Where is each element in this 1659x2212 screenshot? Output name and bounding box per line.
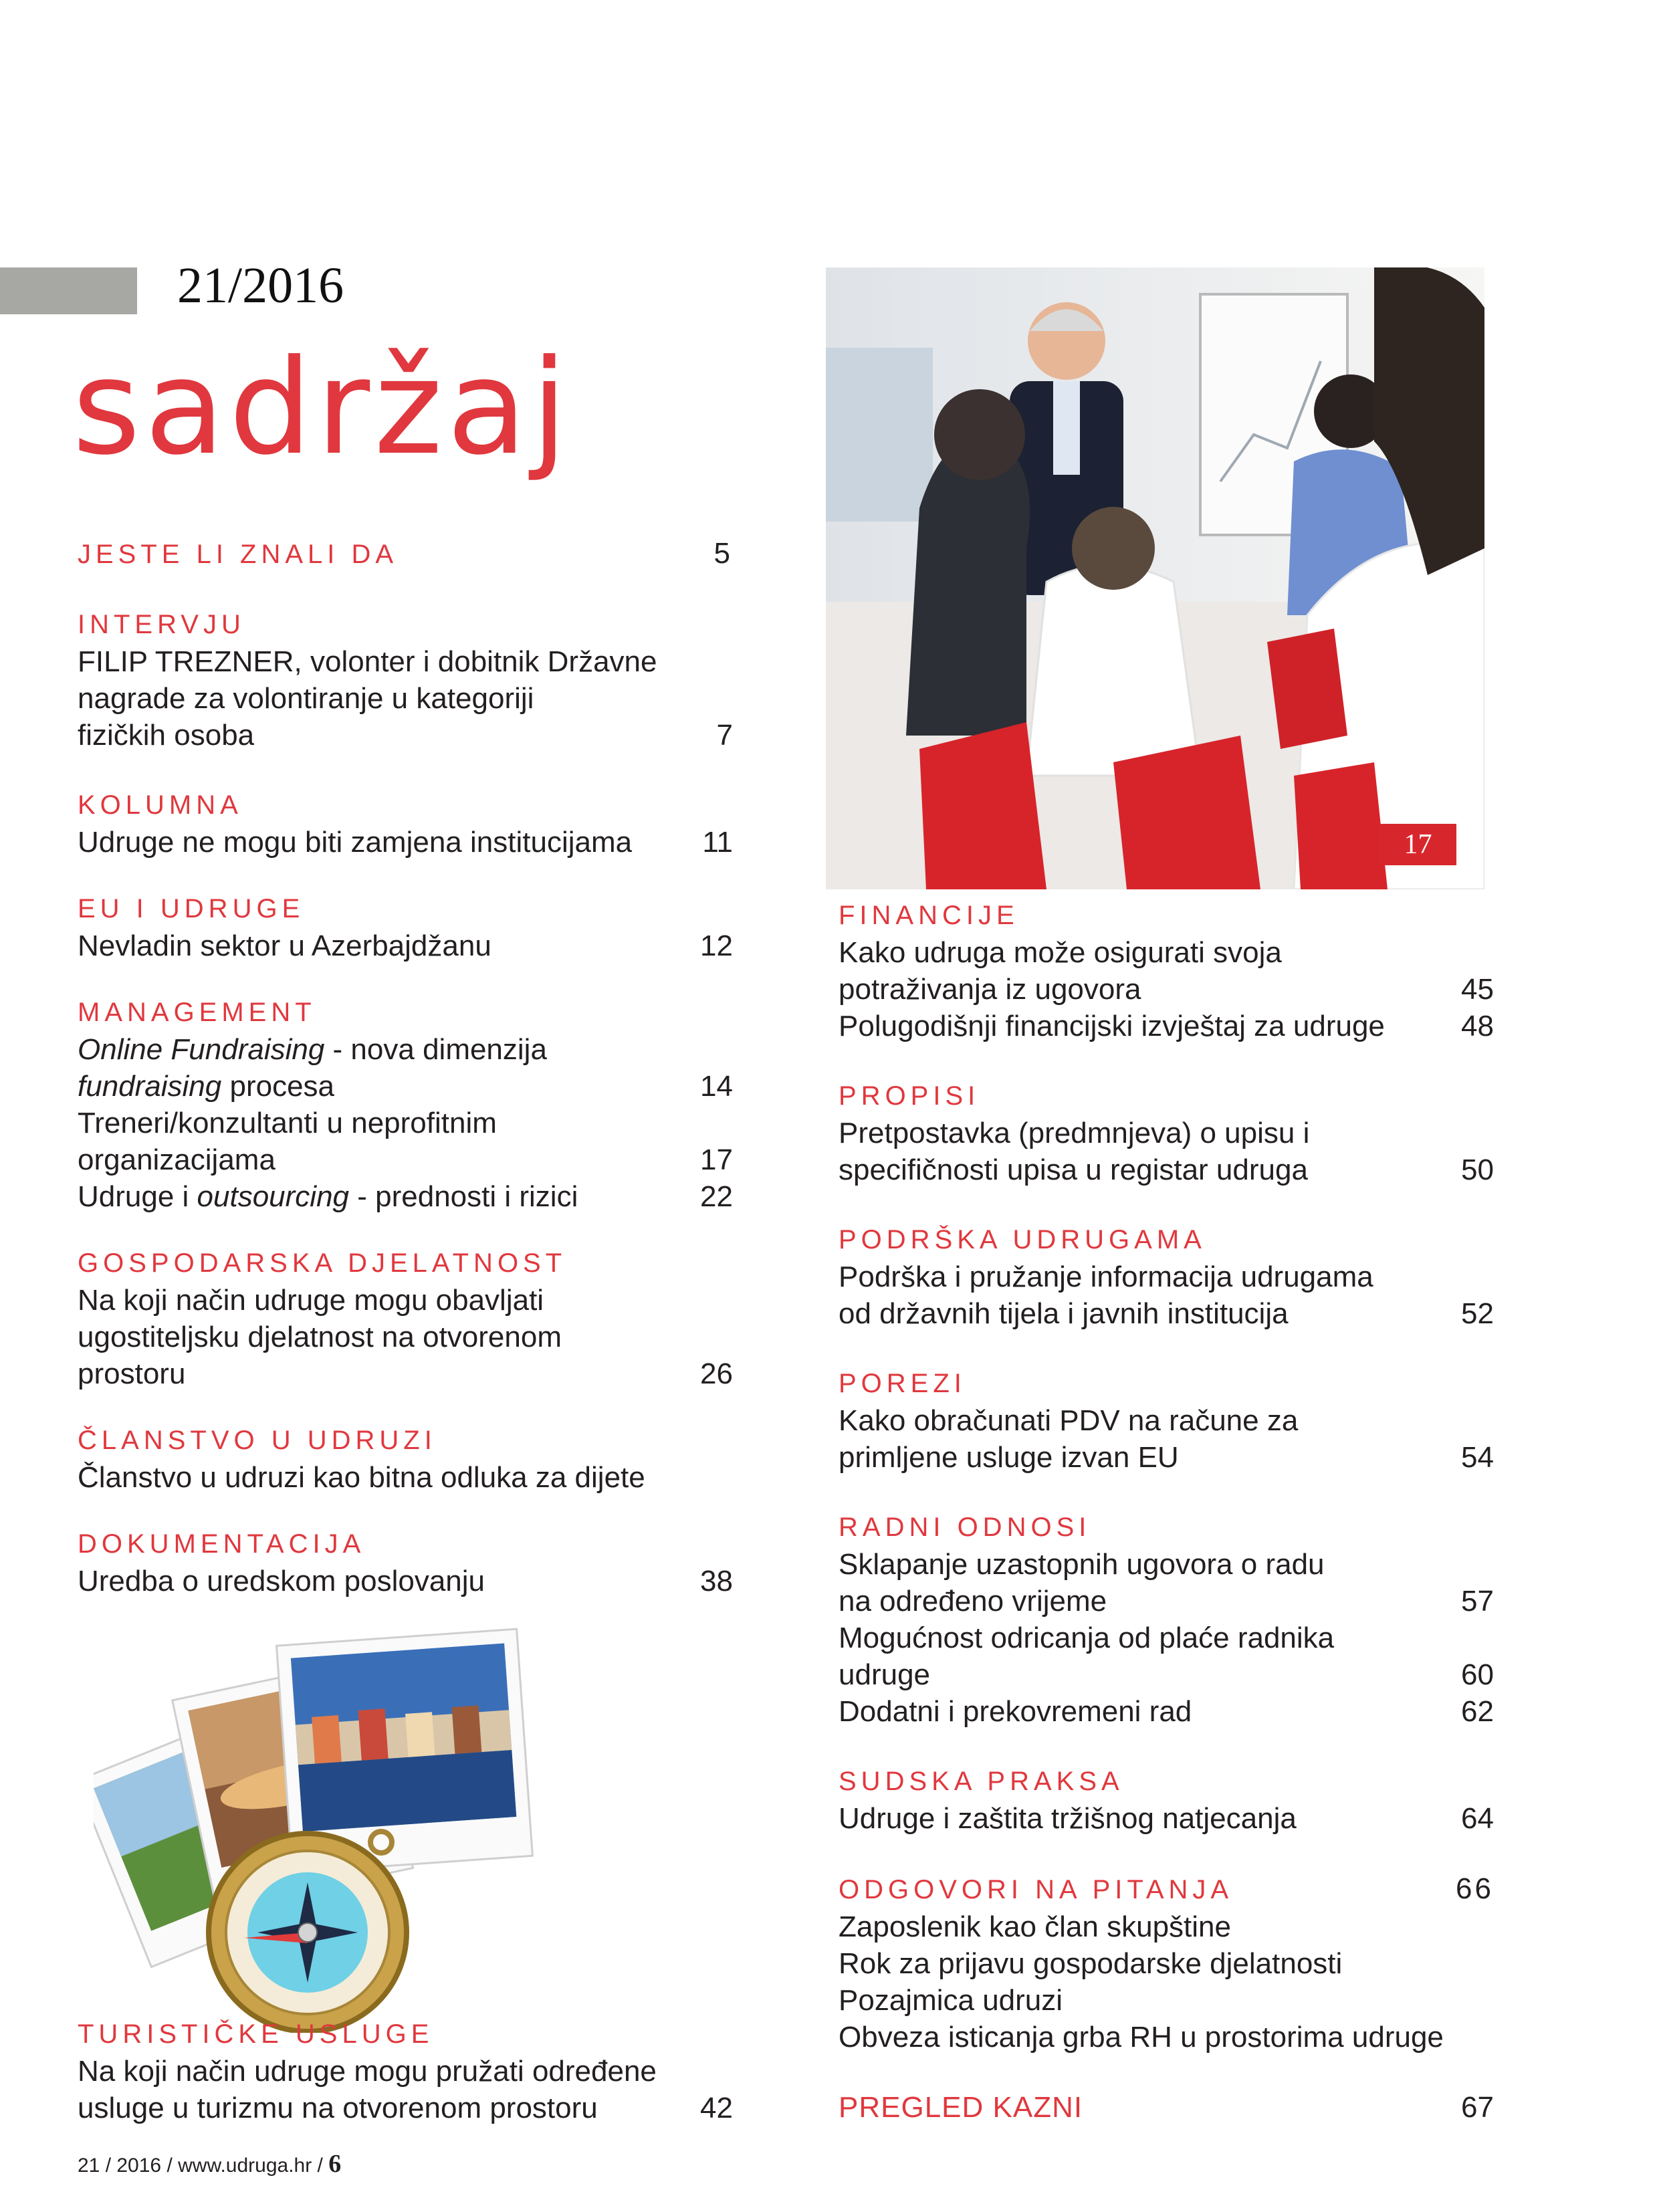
toc-entry[interactable] (839, 1008, 1494, 1044)
toc-section (78, 1526, 733, 1599)
entry-line: Udruge i zaštita tržišnog natjecanja (839, 1802, 1297, 1835)
page-number: 50 (1461, 1153, 1494, 1186)
page-number: 12 (700, 929, 733, 962)
toc-entry[interactable] (839, 1800, 1494, 1837)
toc-entry[interactable] (78, 1178, 733, 1215)
toc-section[interactable] (839, 2089, 1494, 2126)
entry-line: Treneri/konzultanti u neprofitnim (78, 1107, 497, 1139)
page-number: 17 (700, 1143, 733, 1176)
page-number: 67 (1461, 2091, 1494, 2124)
footer-text: 21 / 2016 / www.udruga.hr / (78, 2154, 323, 2177)
section-heading: RADNI ODNOSI (839, 1513, 1091, 1542)
toc-section (78, 1245, 733, 1392)
section-heading: MANAGEMENT (78, 998, 316, 1027)
toc-section (78, 787, 733, 861)
page-number: 26 (700, 1357, 733, 1390)
toc-entry[interactable] (839, 2019, 1494, 2056)
toc-left-column (78, 535, 733, 1599)
entry-line: potraživanja iz ugovora (839, 973, 1141, 1006)
entry-line: organizacijama (78, 1143, 275, 1176)
entry-line: Udruge ne mogu biti zamjena institucijama (78, 826, 633, 859)
toc-entry[interactable] (839, 1620, 1494, 1693)
entry-line: Kako obračunati PDV na račune za (839, 1404, 1299, 1437)
toc-section (839, 1509, 1494, 1730)
section-heading: ODGOVORI NA PITANJA (839, 1875, 1234, 1904)
entry-line: Članstvo u udruzi kao bitna odluka za dijete (78, 1461, 645, 1494)
entry-line: FILIP TREZNER, volonter i dobitnik Državne (78, 645, 657, 678)
toc-entry[interactable] (839, 1115, 1494, 1188)
page-number: 45 (1461, 973, 1494, 1006)
page-number: 62 (1461, 1695, 1494, 1728)
entry-line: Kako udruga može osigurati svoja (839, 936, 1282, 969)
entry-line: Pretpostavka (predmnjeva) o upisu i (839, 1117, 1310, 1149)
toc-entry[interactable] (839, 1908, 1494, 1945)
toc-section (78, 1422, 733, 1496)
page-number: 7 (716, 719, 733, 752)
entry-line: Dodatni i prekovremeni rad (839, 1695, 1192, 1728)
toc-entry[interactable] (78, 1031, 733, 1105)
entry-line: Podrška i pružanje informacija udrugama (839, 1260, 1373, 1293)
footer-page-number: 6 (328, 2150, 342, 2178)
toc-entry[interactable] (839, 934, 1494, 1008)
page-number: 14 (700, 1070, 733, 1103)
toc-entry[interactable] (839, 1945, 1494, 1982)
section-heading: FINANCIJE (839, 901, 1019, 930)
section-heading: JESTE LI ZNALI DA (78, 540, 399, 569)
toc-section (839, 1365, 1494, 1476)
toc-section (839, 1078, 1494, 1188)
section-heading: EU I UDRUGE (78, 894, 305, 923)
page-number: 60 (1461, 1658, 1494, 1691)
entry-line: nagrade za volontiranje u kategoriji (78, 682, 534, 715)
page-number: 5 (713, 537, 733, 570)
toc-entry[interactable] (78, 1105, 733, 1178)
toc-entry[interactable] (78, 1459, 733, 1496)
toc-entry[interactable] (839, 1693, 1494, 1730)
page-number: 22 (700, 1180, 733, 1213)
page-number: 57 (1461, 1585, 1494, 1618)
section-heading: PREGLED KAZNI (839, 2091, 1083, 2124)
entry-line: Obveza isticanja grba RH u prostorima udruge (839, 2021, 1444, 2054)
travel-illustration (94, 1618, 575, 2033)
section-heading: INTERVJU (78, 610, 245, 639)
entry-line: fizičkih osoba (78, 719, 255, 752)
toc-section (78, 2016, 733, 2126)
toc-entry[interactable] (78, 1282, 733, 1392)
toc-section (839, 1763, 1494, 1837)
section-heading: SUDSKA PRAKSA (839, 1767, 1124, 1796)
section-heading: ČLANSTVO U UDRUZI (78, 1426, 437, 1455)
entry-line: prostoru (78, 1357, 186, 1390)
page-number: 42 (700, 2092, 733, 2124)
toc-entry[interactable] (839, 1546, 1494, 1620)
entry-line: Na koji način udruge mogu pružati određene (78, 2055, 657, 2088)
page-number: 52 (1461, 1297, 1494, 1330)
toc-section (839, 897, 1494, 1044)
entry-line: Nevladin sektor u Azerbajdžanu (78, 929, 491, 962)
entry-line: Zaposlenik kao član skupštine (839, 1910, 1231, 1943)
toc-section (78, 994, 733, 1215)
entry-line: Online Fundraising - nova dimenzija (78, 1033, 547, 1066)
toc-section (839, 1222, 1494, 1332)
page-title: sadržaj (72, 332, 572, 484)
toc-section (78, 606, 733, 754)
entry-line: Udruge i outsourcing - prednosti i rizici (78, 1180, 578, 1213)
toc-entry[interactable] (78, 927, 733, 964)
section-heading: POREZI (839, 1369, 966, 1398)
page-number: 11 (702, 826, 733, 859)
toc-entry[interactable] (78, 2053, 733, 2126)
entry-line: na određeno vrijeme (839, 1585, 1107, 1618)
issue-bar (0, 267, 137, 314)
section-heading: PODRŠKA UDRUGAMA (839, 1225, 1206, 1254)
entry-line: Sklapanje uzastopnih ugovora o radu (839, 1548, 1325, 1581)
entry-line: Pozajmica udruzi (839, 1984, 1063, 2017)
entry-line: ugostiteljsku djelatnost na otvorenom (78, 1321, 562, 1353)
toc-entry[interactable] (78, 643, 733, 754)
entry-line: Polugodišnji financijski izvještaj za udruge (839, 1010, 1385, 1042)
entry-line: Na koji način udruge mogu obavljati (78, 1284, 544, 1317)
toc-section (78, 535, 733, 573)
toc-right-column (839, 897, 1494, 2126)
entry-line: usluge u turizmu na otvorenom prostoru (78, 2092, 598, 2124)
page-number: 64 (1461, 1802, 1494, 1835)
toc-entry[interactable] (78, 1563, 733, 1599)
page-number: 48 (1461, 1010, 1494, 1042)
meeting-photo (826, 267, 1484, 889)
entry-line: primljene usluge izvan EU (839, 1441, 1179, 1474)
toc-section (839, 1870, 1494, 2056)
entry-line: Rok za prijavu gospodarske djelatnosti (839, 1947, 1343, 1980)
section-heading: TURISTIČKE USLUGE (78, 2019, 434, 2049)
entry-line: Uredba o uredskom poslovanju (78, 1565, 485, 1597)
section-heading: KOLUMNA (78, 790, 243, 820)
page-number: 38 (700, 1565, 733, 1597)
entry-line: fundraising procesa (78, 1070, 335, 1103)
toc-entry[interactable] (78, 824, 733, 861)
entry-line: od državnih tijela i javnih institucija (839, 1297, 1289, 1330)
page-footer (78, 2149, 341, 2179)
entry-line: specifičnosti upisa u registar udruga (839, 1153, 1308, 1186)
toc-entry[interactable] (839, 1258, 1494, 1332)
page-number: 66 (1456, 1872, 1494, 1905)
section-heading: PROPISI (839, 1081, 980, 1111)
section-heading: DOKUMENTACIJA (78, 1529, 366, 1559)
toc-entry[interactable] (839, 1402, 1494, 1476)
section-heading: GOSPODARSKA DJELATNOST (78, 1248, 567, 1278)
toc-section (78, 891, 733, 964)
toc-entry[interactable] (839, 1982, 1494, 2019)
entry-line: udruge (839, 1658, 931, 1691)
photo-page-badge: 17 (1379, 824, 1456, 865)
page-number: 54 (1461, 1441, 1494, 1474)
entry-line: Mogućnost odricanja od plaće radnika (839, 1622, 1335, 1654)
issue-number: 21/2016 (177, 257, 344, 314)
